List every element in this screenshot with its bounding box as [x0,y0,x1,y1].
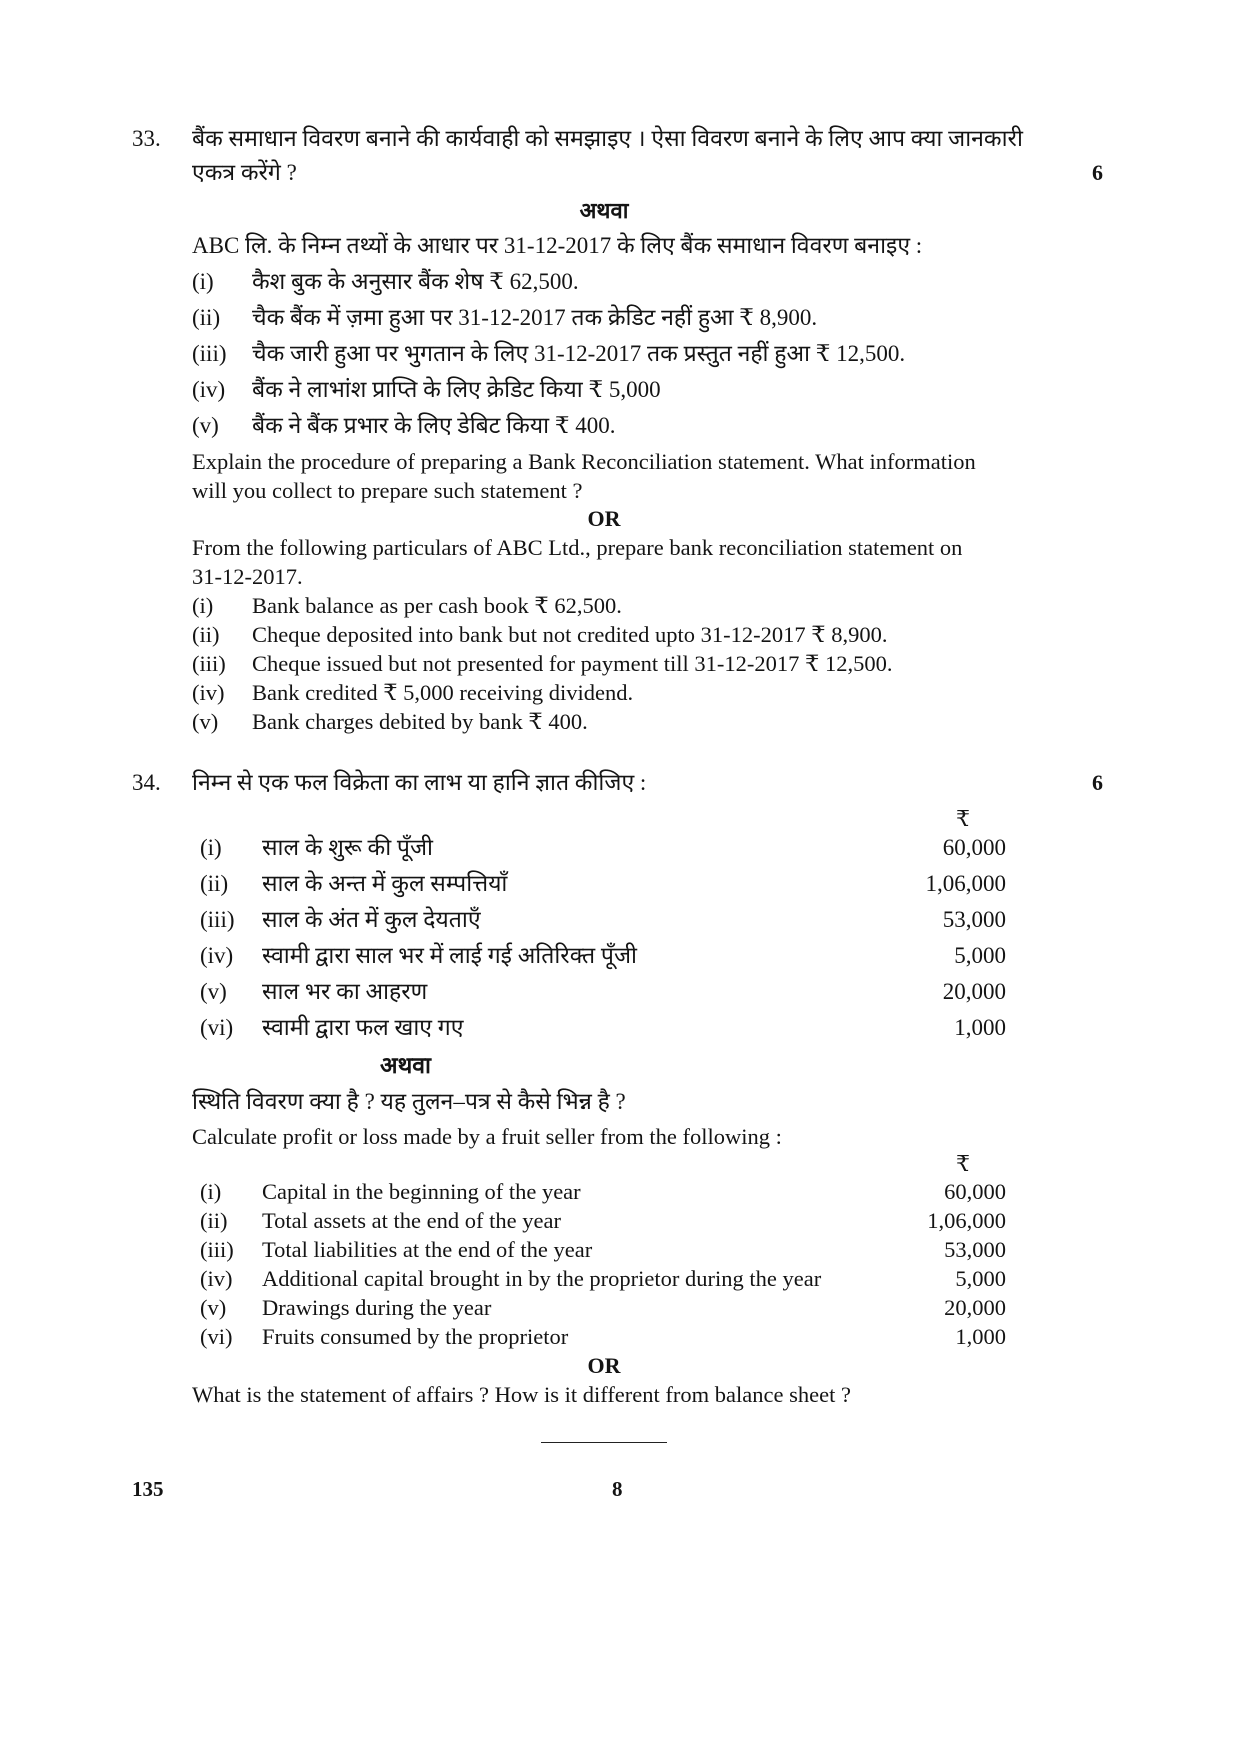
row-number: (ii) [200,871,229,896]
row-label: साल के अन्त में कुल सम्पत्तियाँ [262,871,508,896]
row-amount: 1,06,000 [925,871,1006,896]
page-number: 8 [612,1477,623,1501]
item-text: Bank balance as per cash book ₹ 62,500. [252,593,622,618]
q34-marks: 6 [1092,770,1103,795]
item-text: बैंक ने लाभांश प्राप्ति के लिए क्रेडिट किया ₹ 5,000 [252,377,661,402]
q33-english-item [192,649,1092,678]
row-number: (iv) [200,943,234,968]
q34-hindi-row [200,869,1006,899]
row-label: Fruits consumed by the proprietor [262,1324,569,1349]
row-label: Total liabilities at the end of the year [262,1237,593,1262]
item-number: (iv) [192,680,225,705]
row-label: स्वामी द्वारा साल भर में लाई गई अतिरिक्त पूँजी [262,943,637,968]
item-number: (iii) [192,651,226,676]
row-amount: 1,06,000 [927,1208,1006,1233]
q34-hindi-row [200,833,1006,863]
q33-marks: 6 [1092,160,1103,185]
q33-hindi-or: अथवा [579,198,629,223]
row-label: Capital in the beginning of the year [262,1179,581,1204]
q34-english-row [200,1207,1006,1235]
row-label: Additional capital brought in by the proprietor during the year [262,1266,822,1291]
currency-symbol: ₹ [956,806,970,831]
q33-hindi-intro: ABC लि. के निम्न तथ्यों के आधार पर 31-12-2017 के लिए बैंक समाधान विवरण बनाइए : [192,233,923,258]
q33-hindi-item [192,303,1092,333]
q34-hindi-row [200,1013,1006,1043]
q33-english-item [192,707,1092,736]
q33-english-line-2: will you collect to prepare such statement ? [192,478,583,503]
q33-hindi-line-2: एकत्र करेंगे ? [192,160,297,185]
row-label: साल के अंत में कुल देयताएँ [262,907,481,932]
paper-code: 135 [132,1477,164,1501]
q33-english-line-1: Explain the procedure of preparing a Bank Reconciliation statement. What information [192,449,976,474]
row-number: (iii) [200,1237,234,1262]
row-amount: 20,000 [942,979,1006,1004]
item-number: (v) [192,413,219,438]
row-number: (i) [200,1179,222,1204]
q34-english-or: OR [587,1353,621,1378]
row-number: (v) [200,1295,227,1320]
q34-hindi-row [200,905,1006,935]
q34-english-row [200,1265,1006,1293]
row-amount: 53,000 [944,1237,1006,1262]
item-text: Bank credited ₹ 5,000 receiving dividend. [252,680,634,705]
item-text: चैक बैंक में ज़मा हुआ पर 31-12-2017 तक क्रेडिट नहीं हुआ ₹ 8,900. [252,305,818,330]
row-amount: 1,000 [954,1015,1006,1040]
item-number: (ii) [192,305,221,330]
item-text: Cheque issued but not presented for payment till 31-12-2017 ₹ 12,500. [252,651,893,676]
item-text: चैक जारी हुआ पर भुगतान के लिए 31-12-2017 तक प्रस्तुत नहीं हुआ ₹ 12,500. [252,341,906,366]
row-amount: 60,000 [944,1179,1006,1204]
row-number: (vi) [200,1015,234,1040]
row-label: साल के शुरू की पूँजी [262,835,433,860]
item-text: Cheque deposited into bank but not credited upto 31-12-2017 ₹ 8,900. [252,622,888,647]
q34-english-row [200,1323,1006,1351]
q34-hindi-row [200,941,1006,971]
q34-hindi-intro: निम्न से एक फल विक्रेता का लाभ या हानि ज्ञात कीजिए : [192,770,647,795]
q33-english-or: OR [587,506,621,531]
row-label: Total assets at the end of the year [262,1208,561,1233]
q34-english-row [200,1236,1006,1264]
q33-hindi-line-1: बैंक समाधान विवरण बनाने की कार्यवाही को समझाइए । ऐसा विवरण बनाने के लिए आप क्या जानकारी [192,126,1023,151]
item-text: बैंक ने बैंक प्रभार के लिए डेबिट किया ₹ 400. [252,413,616,438]
row-amount: 53,000 [942,907,1006,932]
q33-english-item [192,620,1092,649]
q33-hindi-item [192,411,1092,441]
row-amount: 1,000 [955,1324,1006,1349]
row-number: (iv) [200,1266,233,1291]
row-amount: 20,000 [944,1295,1006,1320]
q34-hindi-alternative: स्थिति विवरण क्या है ? यह तुलन–पत्र से कैसे भिन्न है ? [192,1089,626,1114]
item-number: (i) [192,593,214,618]
q33-hindi-item [192,339,1092,369]
item-number: (ii) [192,622,220,647]
question-number-34: 34. [132,770,161,795]
q33-english-item [192,591,1092,620]
q34-english-alternative: What is the statement of affairs ? How is it different from balance sheet ? [192,1382,851,1407]
q34-hindi-row [200,977,1006,1007]
row-label: साल भर का आहरण [262,979,428,1004]
q34-english-row [200,1178,1006,1206]
row-number: (ii) [200,1208,228,1233]
row-label: Drawings during the year [262,1295,492,1320]
q33-english-intro-1: From the following particulars of ABC Ltd., prepare bank reconciliation statement on [192,535,963,560]
item-number: (iv) [192,377,226,402]
q33-hindi-item [192,375,1092,405]
q33-hindi-item [192,267,1092,297]
q34-hindi-or: अथवा [380,1053,432,1078]
item-text: Bank charges debited by bank ₹ 400. [252,709,588,734]
row-number: (iii) [200,907,235,932]
row-amount: 60,000 [942,835,1006,860]
end-rule [541,1442,667,1443]
item-text: कैश बुक के अनुसार बैंक शेष ₹ 62,500. [252,269,579,294]
row-number: (i) [200,835,222,860]
question-number-33: 33. [132,126,161,151]
q34-english-row [200,1294,1006,1322]
row-label: स्वामी द्वारा फल खाए गए [262,1015,464,1040]
row-amount: 5,000 [955,1266,1006,1291]
row-number: (vi) [200,1324,233,1349]
row-number: (v) [200,979,227,1004]
item-number: (iii) [192,341,227,366]
row-amount: 5,000 [954,943,1006,968]
item-number: (v) [192,709,219,734]
q33-english-intro-2: 31-12-2017. [192,564,303,589]
item-number: (i) [192,269,214,294]
currency-symbol: ₹ [956,1151,970,1176]
q34-english-intro: Calculate profit or loss made by a fruit seller from the following : [192,1124,782,1149]
q33-english-item [192,678,1092,707]
